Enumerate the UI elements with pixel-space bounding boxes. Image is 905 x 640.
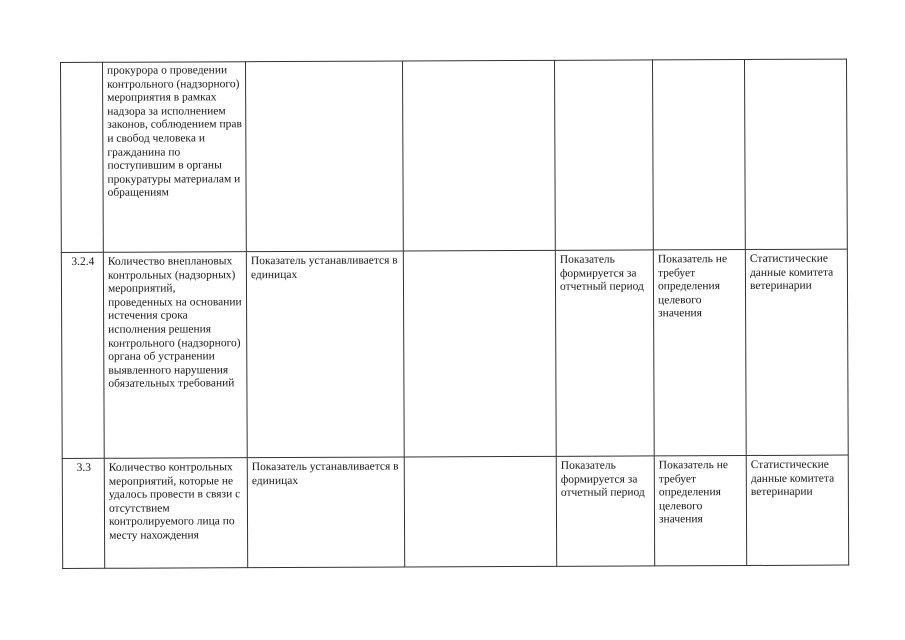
- target-cell: Показатель не требует определения целевого значения: [654, 456, 746, 566]
- empty-cell: [404, 456, 556, 567]
- indicator-description: Количество внеплановых контрольных (надзорных) мероприятий, проведенных на основании истечения срока исполнения решения контрольного (надзорного) органа об устранении выявленного нарушения обязательных требований: [103, 252, 247, 459]
- empty-cell: [403, 250, 556, 457]
- unit-cell: Показатель устанавливается в единицах: [246, 251, 404, 458]
- table-row: [62, 455, 848, 568]
- unit-cell: Показатель устанавливается в единицах: [247, 457, 404, 568]
- table-row: [61, 59, 848, 252]
- unit-cell: [246, 61, 404, 252]
- source-cell: Статистические данные комитета ветеринарии: [745, 249, 848, 455]
- row-number: 3.3: [62, 458, 104, 568]
- period-cell: [554, 60, 653, 250]
- period-cell: Показатель формируется за отчетный период: [556, 456, 654, 566]
- table-row: [61, 249, 848, 458]
- source-cell: Статистические данные комитета ветеринарии: [746, 455, 848, 565]
- row-number: 3.2.4: [61, 252, 104, 458]
- empty-cell: [402, 60, 555, 251]
- period-cell: Показатель формируется за отчетный период: [555, 250, 654, 456]
- row-number: [61, 62, 104, 252]
- indicator-description: Количество контрольных мероприятий, которые не удалось провести в связи с отсутствием контролируемого лица по месту нахождения: [104, 458, 247, 569]
- indicator-description: прокурора о проведении контрольного (надзорного) мероприятия в рамках надзора за исполнением законов, соблюдением прав и свобод человека и гражданина по поступившим в органы прокуратуры материалам и обращениям: [103, 62, 247, 253]
- indicators-table: [60, 59, 849, 569]
- target-cell: Показатель не требует определения целевого значения: [653, 250, 746, 456]
- source-cell: [744, 59, 847, 249]
- target-cell: [652, 60, 745, 250]
